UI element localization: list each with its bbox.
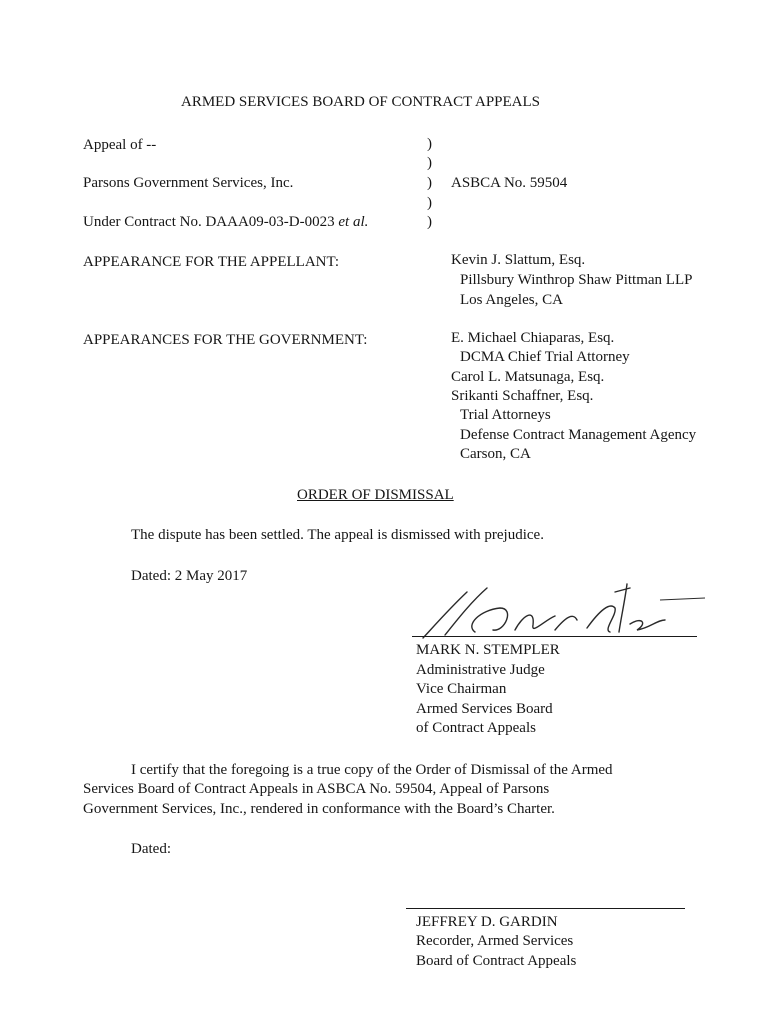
- government-line: Carson, CA: [460, 446, 531, 462]
- order-text: The dispute has been settled. The appeal is dismissed with prejudice.: [131, 527, 544, 543]
- government-line: Srikanti Schaffner, Esq.: [451, 388, 594, 404]
- certification-line: I certify that the foregoing is a true copy of the Order of Dismissal of the Armed: [131, 762, 613, 778]
- government-line: Defense Contract Management Agency: [460, 427, 697, 443]
- recorder-line: Board of Contract Appeals: [416, 953, 577, 969]
- contract-number: [83, 212, 368, 232]
- party-name: Parsons Government Services, Inc.: [83, 175, 294, 191]
- appellant-label: APPEARANCE FOR THE APPELLANT:: [83, 254, 340, 270]
- caption-paren: ): [427, 214, 432, 230]
- appellant-line: Los Angeles, CA: [460, 292, 563, 308]
- government-line: E. Michael Chiaparas, Esq.: [451, 330, 615, 346]
- judge-line: MARK N. STEMPLER: [416, 642, 560, 658]
- government-label: APPEARANCES FOR THE GOVERNMENT:: [83, 332, 368, 348]
- government-line: Trial Attorneys: [460, 407, 551, 423]
- certification-line: Services Board of Contract Appeals in ASBCA No. 59504, Appeal of Parsons: [83, 781, 550, 797]
- recorder-line: Recorder, Armed Services: [416, 933, 574, 949]
- certification-line: Government Services, Inc., rendered in conformance with the Board’s Charter.: [83, 801, 555, 817]
- caption-paren: ): [427, 175, 432, 191]
- document-heading: ARMED SERVICES BOARD OF CONTRACT APPEALS: [181, 94, 541, 110]
- judge-line: Vice Chairman: [416, 681, 507, 697]
- judge-line: of Contract Appeals: [416, 720, 536, 736]
- caption-paren: ): [427, 136, 432, 152]
- docket-number: ASBCA No. 59504: [451, 175, 568, 191]
- caption-paren: ): [427, 195, 432, 211]
- judge-line: Armed Services Board: [416, 701, 553, 717]
- government-line: DCMA Chief Trial Attorney: [460, 349, 630, 365]
- appeal-of-label: Appeal of --: [83, 137, 157, 153]
- government-line: Carol L. Matsunaga, Esq.: [451, 369, 605, 385]
- appellant-line: Pillsbury Winthrop Shaw Pittman LLP: [460, 272, 693, 288]
- recorder-line: JEFFREY D. GARDIN: [416, 914, 558, 930]
- judge-signature-line: [412, 636, 697, 637]
- certification-dated: Dated:: [131, 841, 171, 857]
- order-dated: Dated: 2 May 2017: [131, 568, 248, 584]
- contract-suffix: et al.: [338, 214, 369, 230]
- appellant-line: Kevin J. Slattum, Esq.: [451, 252, 586, 268]
- contract-prefix: Under Contract No. DAAA09-03-D-0023: [83, 214, 335, 230]
- order-title: ORDER OF DISMISSAL: [297, 487, 454, 503]
- recorder-signature-line: [406, 908, 685, 909]
- caption-paren: ): [427, 155, 432, 171]
- judge-line: Administrative Judge: [416, 662, 545, 678]
